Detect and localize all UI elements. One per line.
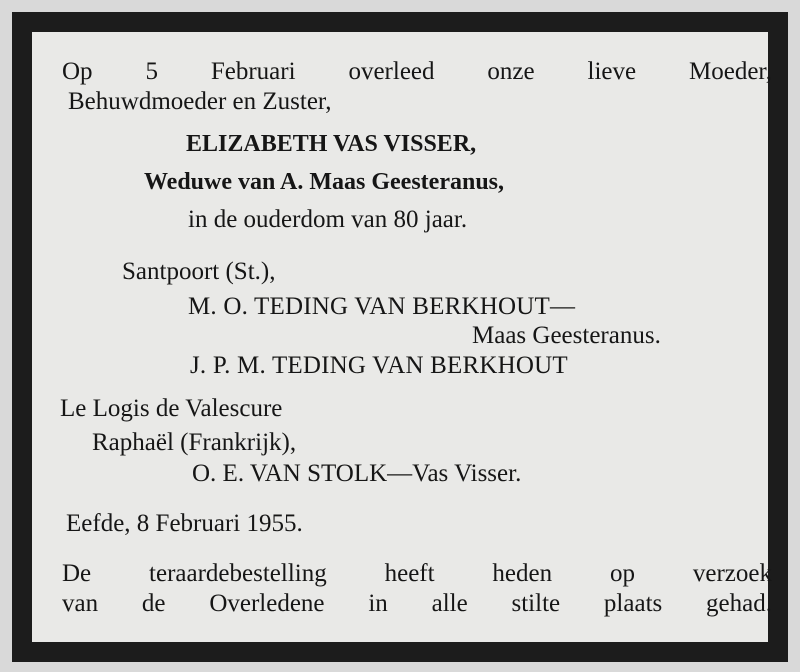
deceased-name: ELIZABETH VAS VISSER, — [186, 131, 477, 157]
signatory-1-name-2: J. P. M. TEDING VAN BERKHOUT — [190, 352, 568, 379]
signatory-2-location-line-2: Raphaël (Frankrijk), — [92, 429, 297, 456]
place-date: Eefde, 8 Februari 1955. — [66, 510, 303, 537]
signatory-2-name: O. E. VAN STOLK—Vas Visser. — [192, 460, 522, 487]
opening-line-1: Op 5 Februari overleed onze lieve Moeder, — [62, 58, 772, 85]
deceased-widow-of: Weduwe van A. Maas Geesteranus, — [144, 169, 504, 195]
funeral-line-2: van de Overledene in alle stilte plaats gehad. — [62, 590, 772, 617]
opening-line-2: Behuwdmoeder en Zuster, — [68, 88, 332, 115]
signatory-2-location-line-1: Le Logis de Valescure — [60, 395, 283, 422]
signatory-1-name-1: M. O. TEDING VAN BERKHOUT— — [188, 293, 576, 320]
funeral-line-1: De teraardebestelling heeft heden op verzoek — [62, 560, 772, 587]
signatory-1-location: Santpoort (St.), — [122, 258, 276, 285]
signatory-1-name-1-continued: Maas Geesteranus. — [472, 322, 661, 349]
age-line: in de ouderdom van 80 jaar. — [188, 206, 468, 233]
